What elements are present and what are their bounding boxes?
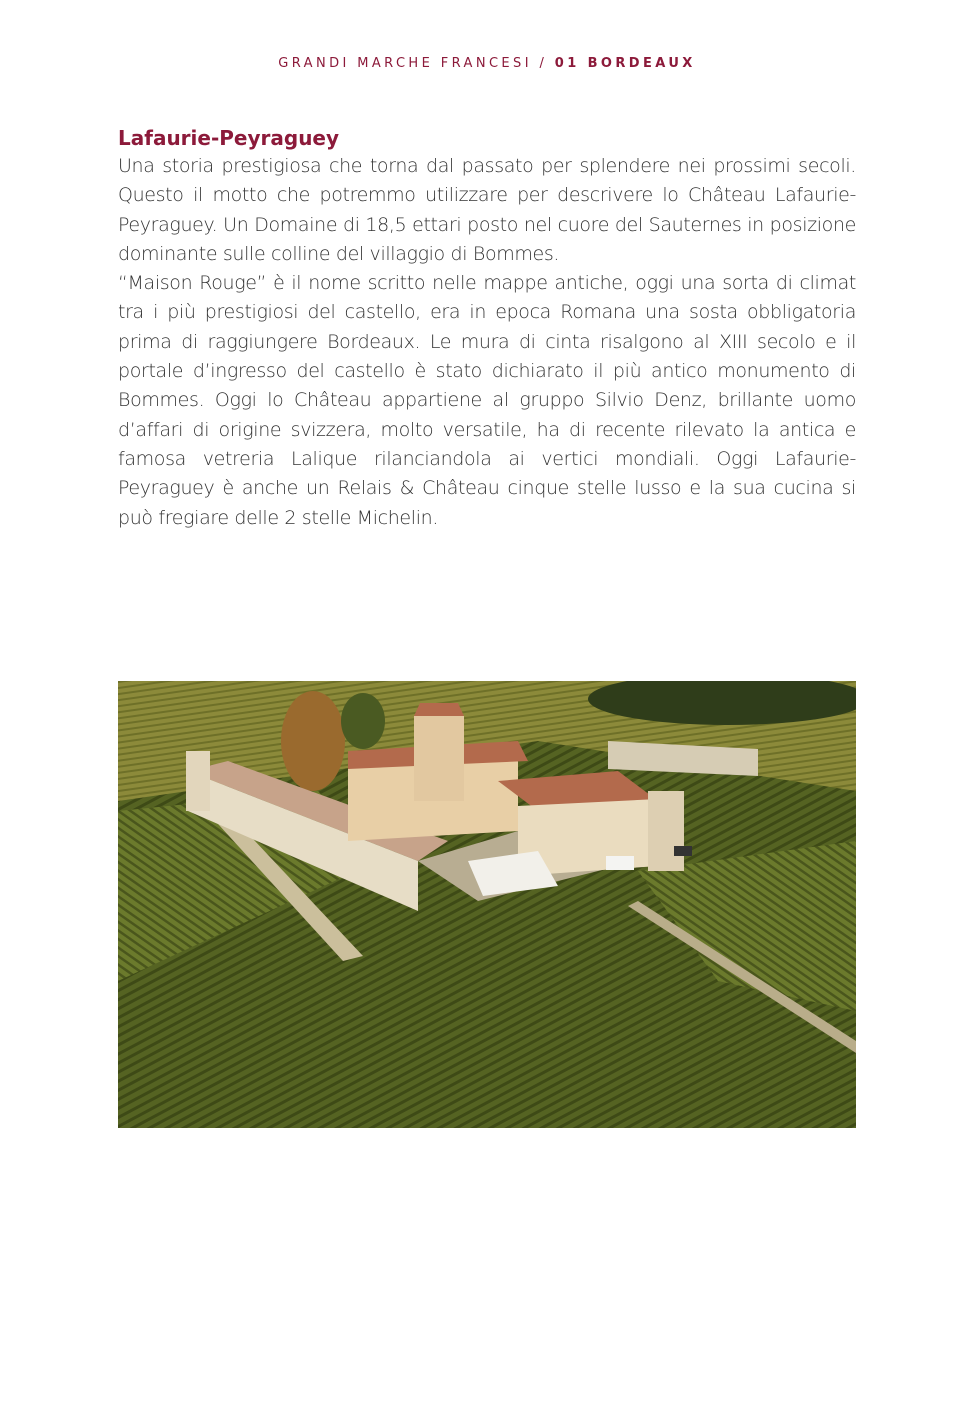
article [118,124,856,533]
running-header [0,56,974,71]
header-separator: / [531,56,555,71]
article-title: Lafaurie-Peyraguey [118,126,340,150]
chateau-aerial-photo [118,681,856,1128]
header-chapter: 01 BORDEAUX [554,56,696,71]
header-section: GRANDI MARCHE FRANCESI [278,56,532,71]
article-paragraph: “Maison Rouge” è il nome scritto nelle mappe antiche, oggi una sorta di climat tra i più prestigiosi del castello, era in epoca Romana una sosta obbligatoria prima di raggiungere Bordeaux. Le mura di cinta risalgono al XIII secolo e il portale d’ingresso del castello è stato dichiarato il più antico monumento di Bommes. Oggi lo Château appartiene al gruppo Silvio Denz, brillante uomo d’affari di origine svizzera, molto versatile, ha di recente rilevato la antica e famosa vetreria Lalique rilanciandola ai vertici mondiali. Oggi Lafaurie-Peyraguey è anche un Relais & Château cinque stelle lusso e la sua cucina si può fregiare delle 2 stelle Michelin. [118,272,856,529]
article-paragraph: Una storia prestigiosa che torna dal passato per splendere nei prossimi secoli. Questo il motto che potremmo utilizzare per descrivere lo Château Lafaurie-Peyraguey. Un Domaine di 18,5 ettari posto nel cuore del Sauternes in posizione dominante sulle colline del villaggio di Bommes. [118,155,856,265]
